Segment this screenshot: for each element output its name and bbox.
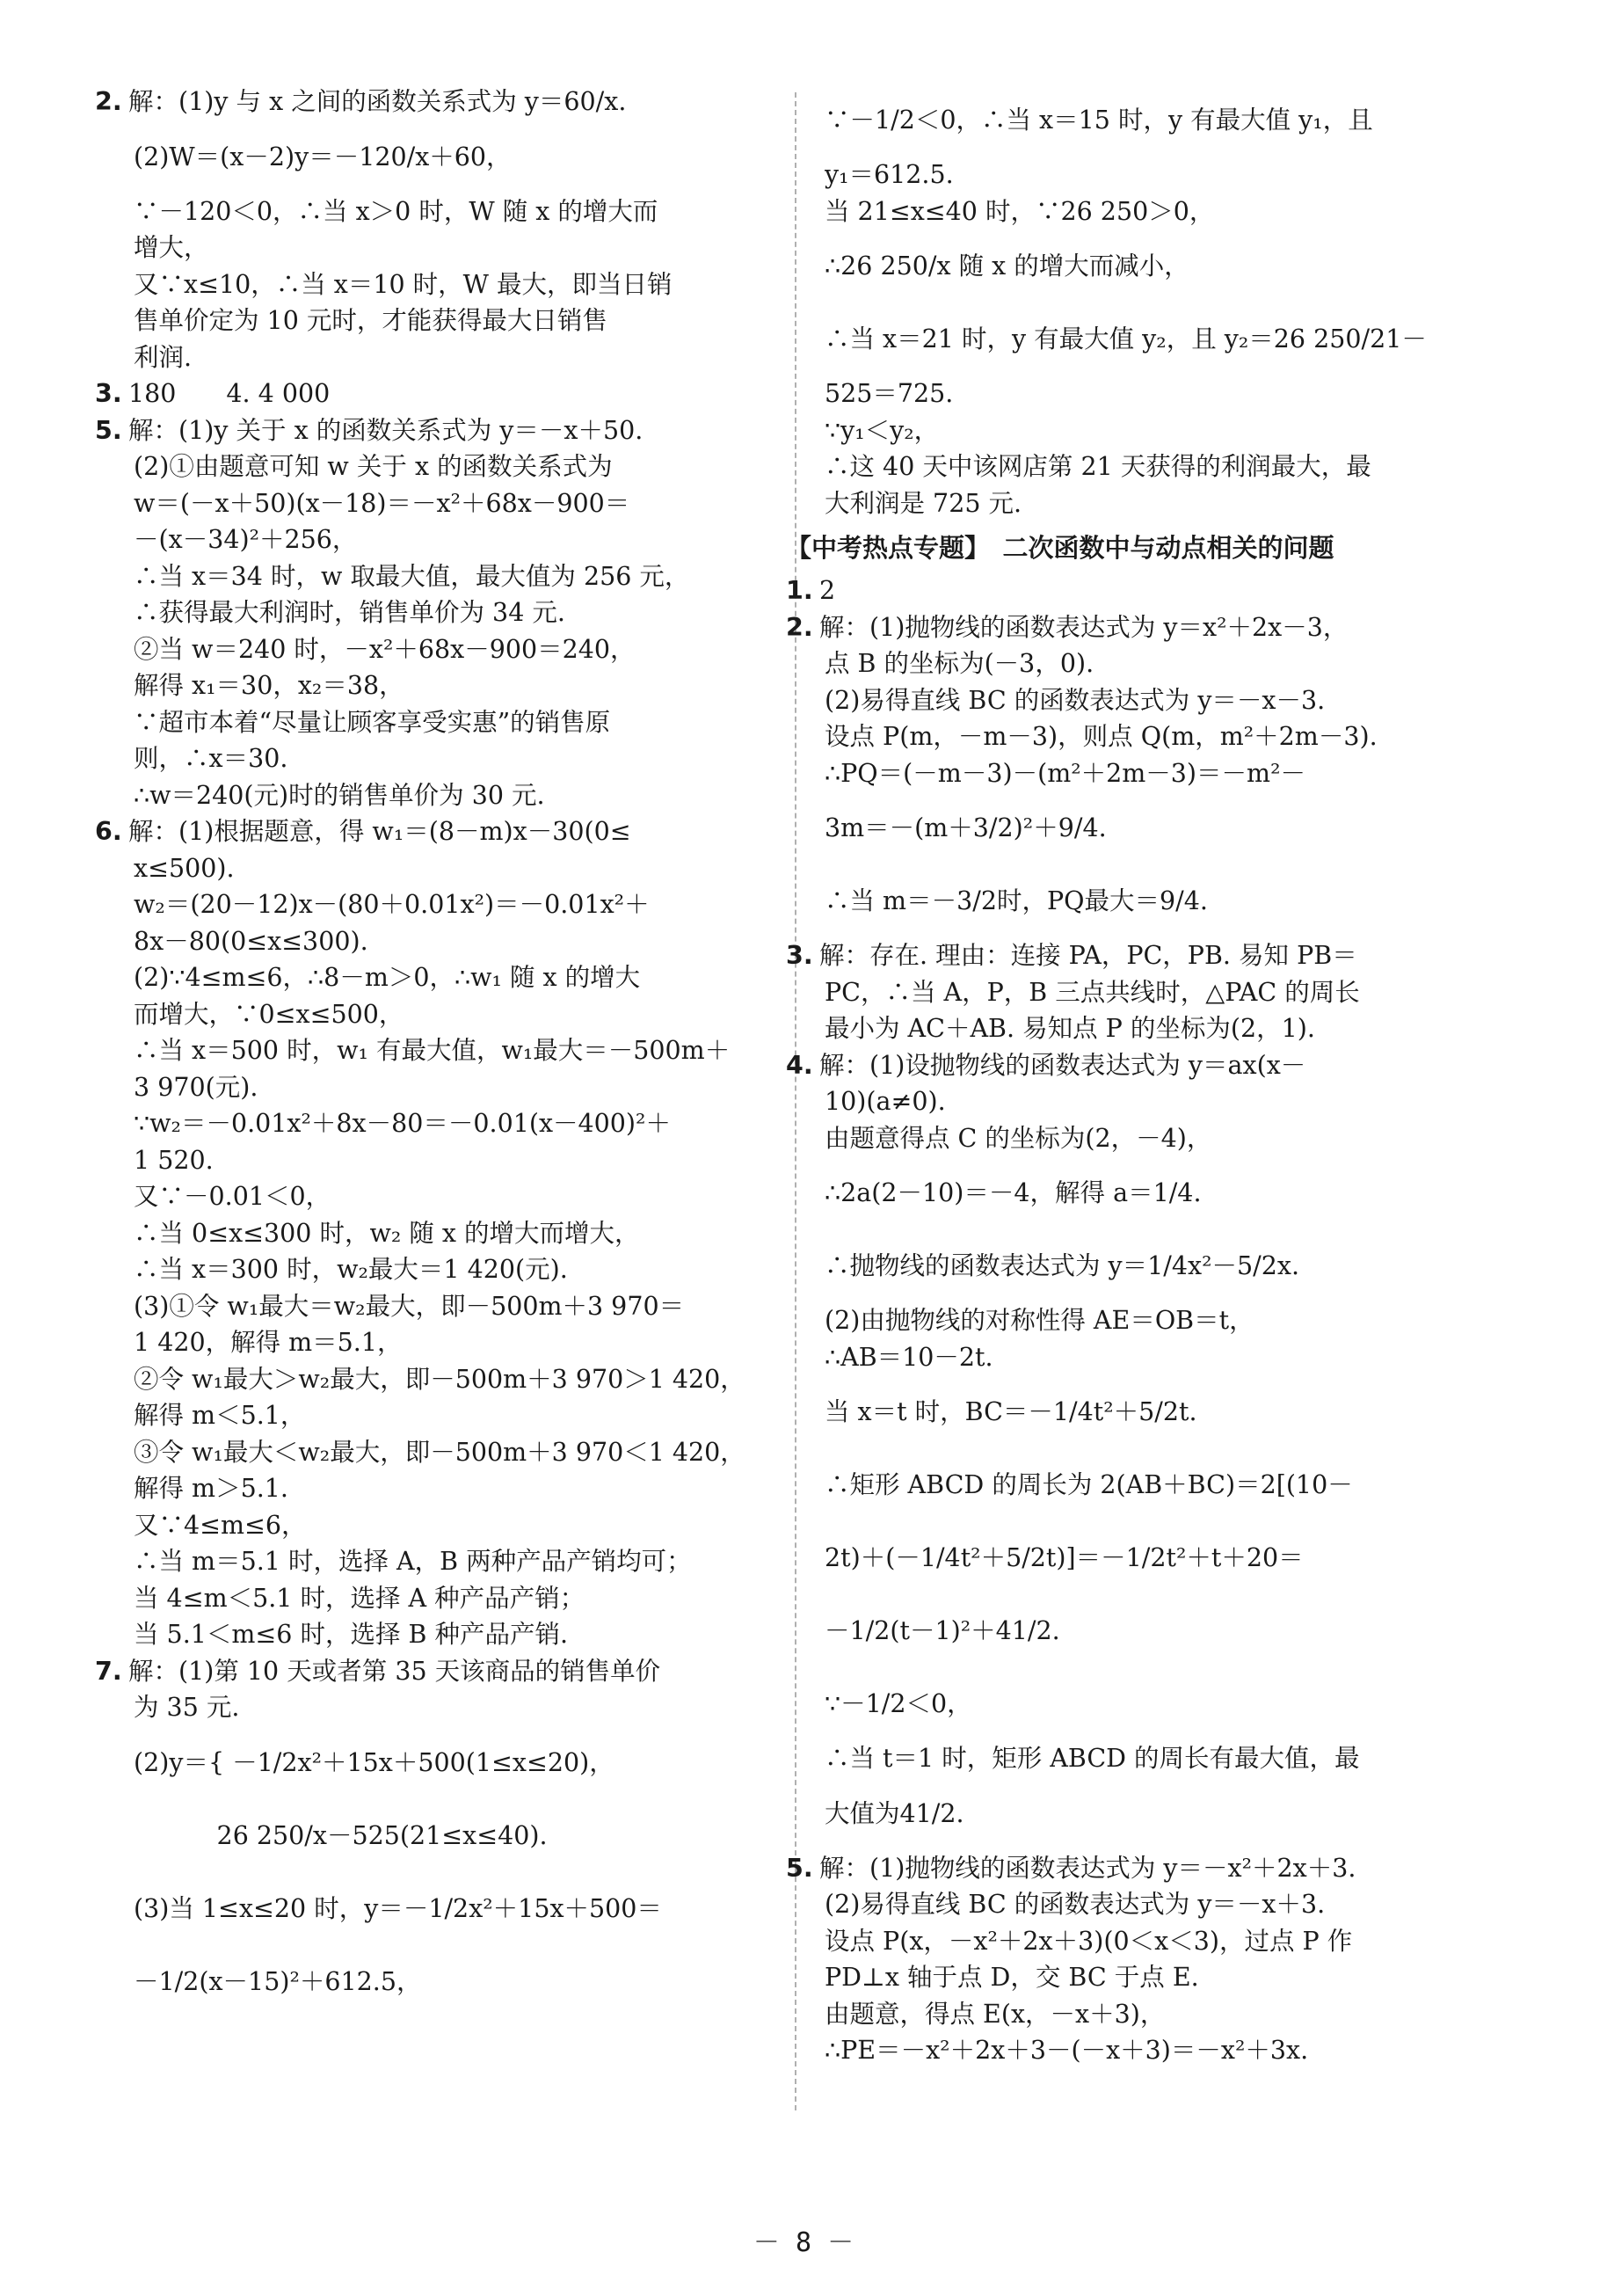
line-text: ∴当 m＝5.1 时，选择 A，B 两种产品产销均可； bbox=[134, 1547, 692, 1576]
answer-line bbox=[134, 1032, 767, 1069]
line-text: 2 bbox=[819, 576, 836, 605]
answer-line bbox=[134, 1434, 767, 1471]
answer-line bbox=[134, 1105, 767, 1142]
line-text: (3)当 1≤x≤20 时，y＝－1/2x²＋15x＋500＝ bbox=[134, 1893, 662, 1923]
answer-line bbox=[825, 302, 1431, 375]
answer-line bbox=[134, 1543, 767, 1580]
line-text: PC，∴当 A，P，B 三点共线时，△PAC 的周长 bbox=[825, 977, 1360, 1007]
answer-line bbox=[134, 594, 767, 631]
answer-line bbox=[134, 1507, 767, 1544]
line-text: (2)易得直线 BC 的函数表达式为 y＝－x－3. bbox=[825, 685, 1326, 715]
answer-line bbox=[134, 558, 767, 595]
answer-line bbox=[825, 755, 1431, 792]
answer-line bbox=[825, 485, 1431, 522]
line-text: －1/2(x－15)²＋612.5， bbox=[134, 1966, 422, 1996]
answer-line bbox=[825, 1667, 1431, 1740]
answer-line bbox=[134, 1799, 767, 1872]
line-text: 解：(1)第 10 天或者第 35 天该商品的销售单价 bbox=[128, 1656, 661, 1686]
answer-item-start bbox=[786, 937, 1431, 974]
line-text: 解得 m＞5.1. bbox=[134, 1474, 288, 1503]
line-text: 设点 P(m，－m－3)，则点 Q(m，m²＋2m－3). bbox=[825, 722, 1378, 751]
answer-line bbox=[134, 1580, 767, 1617]
line-text: 点 B 的坐标为(－3，0). bbox=[825, 649, 1094, 678]
answer-line bbox=[134, 996, 767, 1033]
answer-line bbox=[134, 1142, 767, 1179]
line-text: 则，∴x＝30. bbox=[134, 744, 288, 773]
answer-item-start bbox=[786, 1850, 1431, 1887]
answer-line bbox=[134, 230, 767, 266]
line-text: 又∵－0.01＜0， bbox=[134, 1182, 331, 1211]
line-text: 当 5.1＜m≤6 时，选择 B 种产品产销. bbox=[134, 1620, 569, 1649]
line-text: 又∵x≤10，∴当 x＝10 时，W 最大，即当日销 bbox=[134, 269, 673, 299]
line-text: (2)W＝(x－2)y＝－120/x＋60， bbox=[134, 142, 512, 171]
line-text: (2)由抛物线的对称性得 AE＝OB＝t， bbox=[825, 1306, 1254, 1335]
item-number: 6. bbox=[95, 817, 122, 846]
line-text: ∴当 m＝－3/2时，PQ最大＝9/4. bbox=[825, 886, 1208, 915]
answer-line bbox=[134, 667, 767, 704]
line-text: 2t)＋(－1/4t²＋5/2t)]＝－1/2t²＋t＋20＝ bbox=[825, 1543, 1304, 1572]
line-text: ∴矩形 ABCD 的周长为 2(AB＋BC)＝2[(10－ bbox=[825, 1470, 1353, 1499]
answer-line bbox=[825, 2032, 1431, 2069]
item-number: 4. bbox=[786, 1050, 813, 1080]
line-text: 大利润是 725 元. bbox=[825, 488, 1022, 518]
line-text: 利润. bbox=[134, 342, 193, 372]
line-text: 又∵4≤m≤6， bbox=[134, 1510, 307, 1540]
line-text: 8x－80(0≤x≤300). bbox=[134, 926, 368, 956]
line-text: 解：(1)y 关于 x 的函数关系式为 y＝－x＋50. bbox=[128, 415, 644, 445]
item-number: 1. bbox=[786, 576, 813, 605]
item-number: 2. bbox=[786, 612, 813, 642]
line-text: x≤500). bbox=[134, 853, 235, 883]
answer-line bbox=[134, 1616, 767, 1653]
answer-line bbox=[134, 923, 767, 960]
answer-item-start bbox=[786, 1047, 1431, 1084]
answer-line bbox=[134, 302, 767, 339]
answer-line bbox=[134, 1872, 767, 1945]
answer-line bbox=[825, 1959, 1431, 1996]
answer-line bbox=[134, 266, 767, 303]
item-number: 3. bbox=[786, 941, 813, 970]
answer-line bbox=[825, 864, 1431, 937]
answer-line bbox=[825, 412, 1431, 449]
line-text: 1 520. bbox=[134, 1145, 214, 1175]
line-text: 解：(1)抛物线的函数表达式为 y＝－x²＋2x＋3. bbox=[819, 1853, 1356, 1883]
item-number: 5. bbox=[786, 1853, 813, 1883]
answer-line bbox=[825, 1521, 1431, 1594]
line-text: w＝(－x＋50)(x－18)＝－x²＋68x－900＝ bbox=[134, 488, 630, 518]
line-text: ∴当 x＝34 时，w 取最大值，最大值为 256 元， bbox=[134, 561, 690, 591]
line-text: 解得 m＜5.1， bbox=[134, 1401, 306, 1430]
answer-line bbox=[825, 1156, 1431, 1229]
line-text: (2)y＝{ －1/2x²＋15x＋500(1≤x≤20)， bbox=[134, 1747, 614, 1777]
answer-line bbox=[134, 1726, 767, 1799]
answer-line bbox=[134, 1470, 767, 1507]
line-text: (2)∵4≤m≤6，∴8－m＞0，∴w₁ 随 x 的增大 bbox=[134, 963, 641, 992]
line-text: 最小为 AC＋AB. 易知点 P 的坐标为(2，1). bbox=[825, 1014, 1315, 1043]
line-text: ∴当 0≤x≤300 时，w₂ 随 x 的增大而增大， bbox=[134, 1218, 640, 1248]
line-text: 26 250/x－525(21≤x≤40). bbox=[134, 1820, 548, 1850]
line-text: －(x－34)²＋256， bbox=[134, 525, 358, 554]
answer-line bbox=[134, 339, 767, 376]
line-text: ③令 w₁最大＜w₂最大，即－500m＋3 970＜1 420， bbox=[134, 1437, 745, 1467]
answer-line bbox=[825, 1302, 1431, 1339]
answer-line bbox=[134, 1215, 767, 1252]
answer-line bbox=[134, 1288, 767, 1325]
line-text: w₂＝(20－12)x－(80＋0.01x²)＝－0.01x²＋ bbox=[134, 890, 650, 919]
line-text: ∴当 x＝300 时，w₂最大＝1 420(元). bbox=[134, 1255, 568, 1284]
answer-item-start bbox=[95, 813, 767, 850]
answer-line bbox=[825, 1923, 1431, 1960]
answer-line bbox=[134, 1689, 767, 1726]
right-column bbox=[786, 84, 1431, 2069]
answer-line bbox=[825, 1339, 1431, 1376]
answer-line bbox=[825, 1010, 1431, 1047]
line-text: 设点 P(x，－x²＋2x＋3)(0＜x＜3)，过点 P 作 bbox=[825, 1926, 1353, 1956]
line-text: ②当 w＝240 时，－x²＋68x－900＝240， bbox=[134, 634, 636, 664]
item-number: 2. bbox=[95, 87, 122, 116]
line-text: 而增大，∵0≤x≤500， bbox=[134, 999, 404, 1029]
answer-line bbox=[134, 777, 767, 814]
line-text: 解：(1)设抛物线的函数表达式为 y＝ax(x－ bbox=[819, 1050, 1306, 1080]
line-text: 525＝725. bbox=[825, 379, 954, 408]
answer-item-start bbox=[786, 572, 1431, 609]
line-text: 解：(1)根据题意，得 w₁＝(8－m)x－30(0≤ bbox=[128, 817, 631, 846]
page-number: － 8 － bbox=[753, 2227, 854, 2258]
line-text: ∴当 x＝21 时，y 有最大值 y₂，且 y₂＝26 250/21－ bbox=[825, 324, 1427, 354]
answer-item-start bbox=[95, 412, 767, 449]
line-text: 增大， bbox=[134, 233, 209, 262]
answer-line bbox=[825, 1886, 1431, 1923]
line-text: ∵w₂＝－0.01x²＋8x－80＝－0.01(x－400)²＋ bbox=[134, 1109, 671, 1138]
line-text: 售单价定为 10 元时，才能获得最大日销售 bbox=[134, 306, 607, 335]
answer-line bbox=[825, 375, 1431, 412]
answer-line bbox=[825, 1777, 1431, 1850]
column-divider bbox=[795, 92, 796, 2110]
answer-line bbox=[825, 718, 1431, 755]
answer-line bbox=[134, 850, 767, 887]
answer-line bbox=[134, 120, 767, 193]
answer-line bbox=[134, 448, 767, 485]
line-text: 1 420，解得 m＝5.1， bbox=[134, 1328, 403, 1357]
line-text: ∵超市本着“尽量让顾客享受实惠”的销售原 bbox=[134, 707, 611, 737]
item-number: 7. bbox=[95, 1656, 122, 1686]
answer-line bbox=[134, 1945, 767, 2018]
answer-item-start bbox=[95, 1653, 767, 1690]
answer-line bbox=[825, 645, 1431, 682]
line-text: ∴抛物线的函数表达式为 y＝1/4x²－5/2x. bbox=[825, 1251, 1300, 1280]
item-number: 3. bbox=[95, 379, 122, 408]
answer-line bbox=[134, 1251, 767, 1288]
line-text: 当 21≤x≤40 时，∵26 250＞0， bbox=[825, 196, 1215, 226]
line-text: 当 4≤m＜5.1 时，选择 A 种产品产销； bbox=[134, 1583, 585, 1613]
answer-line bbox=[134, 740, 767, 777]
line-text: 180 4. 4 000 bbox=[128, 379, 331, 408]
line-text: ∴当 t＝1 时，矩形 ABCD 的周长有最大值，最 bbox=[825, 1744, 1360, 1773]
answer-line bbox=[825, 448, 1431, 485]
answer-line bbox=[134, 959, 767, 996]
line-text: －1/2(t－1)²＋41/2. bbox=[825, 1616, 1060, 1645]
line-text: 10)(a≠0). bbox=[825, 1087, 946, 1116]
line-text: ∵－1/2＜0， bbox=[825, 1689, 972, 1718]
section-heading: 【中考热点专题】 二次函数中与动点相关的问题 bbox=[786, 533, 1334, 563]
answer-item-start bbox=[95, 375, 767, 412]
line-text: 由题意，得点 E(x，－x＋3)， bbox=[825, 1999, 1166, 2029]
line-text: 解：(1)抛物线的函数表达式为 y＝x²＋2x－3， bbox=[819, 612, 1349, 642]
answer-line bbox=[825, 1740, 1431, 1777]
line-text: ∵y₁＜y₂， bbox=[825, 415, 940, 445]
answer-line bbox=[134, 1069, 767, 1106]
answer-line bbox=[134, 886, 767, 923]
line-text: 由题意得点 C 的坐标为(2，－4)， bbox=[825, 1123, 1212, 1153]
answer-line bbox=[825, 230, 1431, 302]
answer-line bbox=[825, 791, 1431, 864]
answer-line bbox=[825, 84, 1431, 157]
line-text: ∴PQ＝(－m－3)－(m²＋2m－3)＝－m²－ bbox=[825, 758, 1305, 788]
line-text: ∴w＝240(元)时的销售单价为 30 元. bbox=[134, 780, 545, 810]
answer-line bbox=[134, 1324, 767, 1361]
answer-line bbox=[134, 485, 767, 522]
line-text: PD⊥x 轴于点 D，交 BC 于点 E. bbox=[825, 1963, 1199, 1992]
line-text: 3 970(元). bbox=[134, 1072, 258, 1102]
line-text: ∴获得最大利润时，销售单价为 34 元. bbox=[134, 598, 565, 627]
line-text: 解得 x₁＝30，x₂＝38， bbox=[134, 671, 404, 700]
line-text: 3m＝－(m＋3/2)²＋9/4. bbox=[825, 813, 1107, 842]
line-text: ∴这 40 天中该网店第 21 天获得的利润最大，最 bbox=[825, 452, 1371, 481]
line-text: ∵－120＜0，∴当 x＞0 时，W 随 x 的增大而 bbox=[134, 196, 658, 226]
answer-line bbox=[134, 1361, 767, 1398]
line-text: (2)①由题意可知 w 关于 x 的函数关系式为 bbox=[134, 452, 613, 481]
answer-line bbox=[825, 193, 1431, 230]
answer-line bbox=[134, 631, 767, 668]
answer-item-start bbox=[786, 609, 1431, 646]
answer-line bbox=[134, 193, 767, 230]
answer-line bbox=[825, 1448, 1431, 1521]
line-text: 为 35 元. bbox=[134, 1693, 240, 1722]
line-text: ∵－1/2＜0，∴当 x＝15 时，y 有最大值 y₁，且 bbox=[825, 106, 1373, 135]
answer-line bbox=[825, 974, 1431, 1011]
line-text: ∴PE＝－x²＋2x＋3－(－x＋3)＝－x²＋3x. bbox=[825, 2036, 1309, 2065]
line-text: 当 x＝t 时，BC＝－1/4t²＋5/2t. bbox=[825, 1397, 1197, 1426]
line-text: ∴AB＝10－2t. bbox=[825, 1342, 993, 1372]
answer-line bbox=[825, 1375, 1431, 1448]
answer-line bbox=[825, 682, 1431, 719]
answer-line bbox=[825, 1229, 1431, 1302]
line-text: ②令 w₁最大＞w₂最大，即－500m＋3 970＞1 420， bbox=[134, 1364, 745, 1394]
left-column bbox=[95, 84, 767, 2018]
line-text: ∴26 250/x 随 x 的增大而减小， bbox=[825, 251, 1189, 281]
answer-line bbox=[134, 704, 767, 741]
answer-line bbox=[134, 1397, 767, 1434]
answer-line bbox=[134, 1178, 767, 1215]
answer-line bbox=[134, 521, 767, 558]
line-text: ∴2a(2－10)＝－4，解得 a＝1/4. bbox=[825, 1178, 1202, 1207]
line-text: ∴当 x＝500 时，w₁ 有最大值，w₁最大＝－500m＋ bbox=[134, 1036, 731, 1065]
answer-line bbox=[825, 157, 1431, 193]
line-text: 解：(1)y 与 x 之间的函数关系式为 y＝60/x. bbox=[128, 87, 627, 116]
answer-line bbox=[825, 1083, 1431, 1120]
line-text: (3)①令 w₁最大＝w₂最大，即－500m＋3 970＝ bbox=[134, 1291, 685, 1321]
line-text: y₁＝612.5. bbox=[825, 160, 954, 189]
line-text: 解：存在. 理由：连接 PA，PC，PB. 易知 PB＝ bbox=[819, 941, 1357, 970]
answer-line bbox=[825, 1594, 1431, 1667]
answer-line bbox=[825, 1120, 1431, 1157]
line-text: (2)易得直线 BC 的函数表达式为 y＝－x＋3. bbox=[825, 1890, 1326, 1919]
item-number: 5. bbox=[95, 415, 122, 445]
answer-line bbox=[825, 1996, 1431, 2033]
answer-item-start bbox=[95, 84, 767, 120]
line-text: 大值为41/2. bbox=[825, 1798, 964, 1828]
